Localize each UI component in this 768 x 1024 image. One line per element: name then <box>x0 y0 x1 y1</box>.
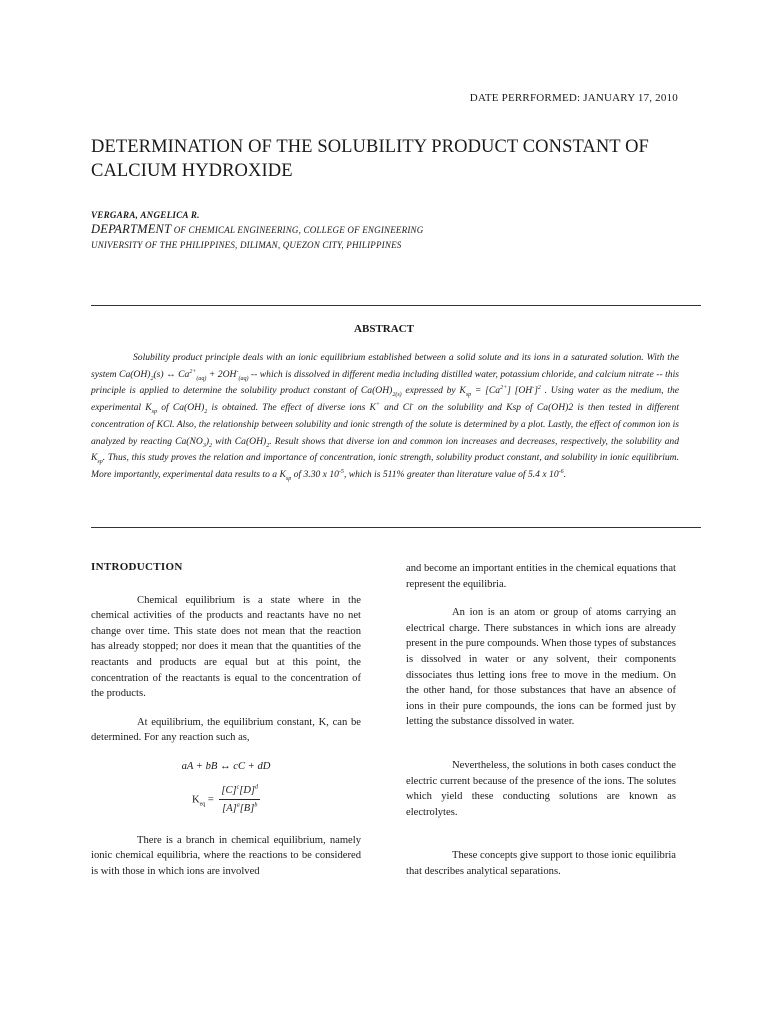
reaction-equation: aA + bB ↔ cC + dD <box>181 760 271 772</box>
abstract-paragraph: Solubility product principle deals with an ionic equilibrium established between a solid solute and its ions in a saturated solution. With the system $Ca(OH)_2(s)$ ↔ $Ca^{2+}_{(aq)} + 2OH^-_{(aq)}$ -- which is dissolved in different media including distilled water, potassium chloride, and calcium nitrate -- this principle is applied to determine the solubility product constant of $Ca(OH)_{2(s)}$ expressed by $K_{sp} = [Ca^{2+}]$ $[OH^-]^2$ . Using water as the medium, the experimental $K_{sp}$ of $Ca(OH)_2$ is obtained. The effect of diverse ions K+ and Cl- on the solubility and Ksp of Ca(OH)2 is then tested in different concentration of KCl. Also, the relationship between solubility and ionic strength of the solute is determined by a plot. Lastly, the effect of common ion is analyzed by reacting $Ca(NO_3)_2$ with $Ca(OH)_2$. Result shows that diverse ion and common ion increases and decreases, respectively, the solubility and $K_{sp}$. Thus, this study proves the relation and importance of concentration, ionic strength, solubility product constant, and solubility in ionic equilibrium. More importantly, experimental data results to a $K_{sp}$ of 3.30 x $10^{-5}$, which is 511% greater than literature value of 5.4 x $10^{-6}$. <box>91 352 680 482</box>
author-affiliation <box>91 222 423 253</box>
intro-paragraph-3: There is a branch in chemical equilibrium, namely ionic chemical equilibria, where the reactions to be considered is with those in which ions are involved <box>91 834 361 877</box>
abstract-heading: ABSTRACT <box>354 323 414 335</box>
intro-paragraph-1: Chemical equilibrium is a state where in the chemical activities of the products and reactants have no net change over time. This state does not mean that the reaction has already stopped; nor does it mean that the quantities of the reactants and products are equal but at this point, the concentration of the reactants is equal to the concentration of the products. <box>91 594 361 700</box>
col2-paragraph-1: and become an important entities in the chemical equations that represent the equilibria. <box>406 563 676 590</box>
col2-paragraph-4: These concepts give support to those ionic equilibria that describes analytical separations. <box>406 850 676 877</box>
bottom-divider <box>91 527 701 528</box>
equilibrium-constant-formula: $K_{eq}$ = $\frac{[C]^c[D]^d}{[A]^a[B]^b}$ <box>91 783 361 817</box>
date-performed: DATE PERRFORMED: JANUARY 17, 2010 <box>469 92 678 104</box>
dept-word: DEPARTMENT <box>91 222 172 236</box>
introduction-heading: INTRODUCTION <box>91 561 183 573</box>
top-divider <box>91 305 701 306</box>
col2-paragraph-2: An ion is an atom or group of atoms carrying an electrical charge. There substances in which ions are already present in the pure compounds. When those types of substances is dissolved in water or any solvent, their components dissociates thus letting ions free to move in the medium. On the other hand, for those substances that have an absence of ions in their pure compounds, the ions can be formed just by letting the substance dissolved in water. <box>406 607 676 728</box>
formula-fraction: $\frac{[C]^c[D]^d}{[A]^a[B]^b}$ <box>221 784 259 815</box>
intro-paragraph-2: At equilibrium, the equilibrium constant, K, can be determined. For any reaction such as, <box>91 716 361 744</box>
paper-title: DETERMINATION OF THE SOLUBILITY PRODUCT CONSTANT OF CALCIUM HYDROXIDE <box>91 137 649 181</box>
abstract-body <box>91 350 679 484</box>
university: UNIVERSITY OF THE PHILIPPINES, DILIMAN, QUEZON CITY, PHILIPPINES <box>91 240 402 250</box>
col2-paragraph-3: Nevertheless, the solutions in both cases conduct the electric current because of the presence of the ions. The solutes which yield these conducting solutions are known as electrolytes. <box>406 759 676 818</box>
dept-rest: OF CHEMICAL ENGINEERING, COLLEGE OF ENGINEERING <box>171 225 424 235</box>
author-name: VERGARA, ANGELICA R. <box>91 210 200 220</box>
left-column <box>91 560 361 880</box>
right-column <box>406 561 676 880</box>
